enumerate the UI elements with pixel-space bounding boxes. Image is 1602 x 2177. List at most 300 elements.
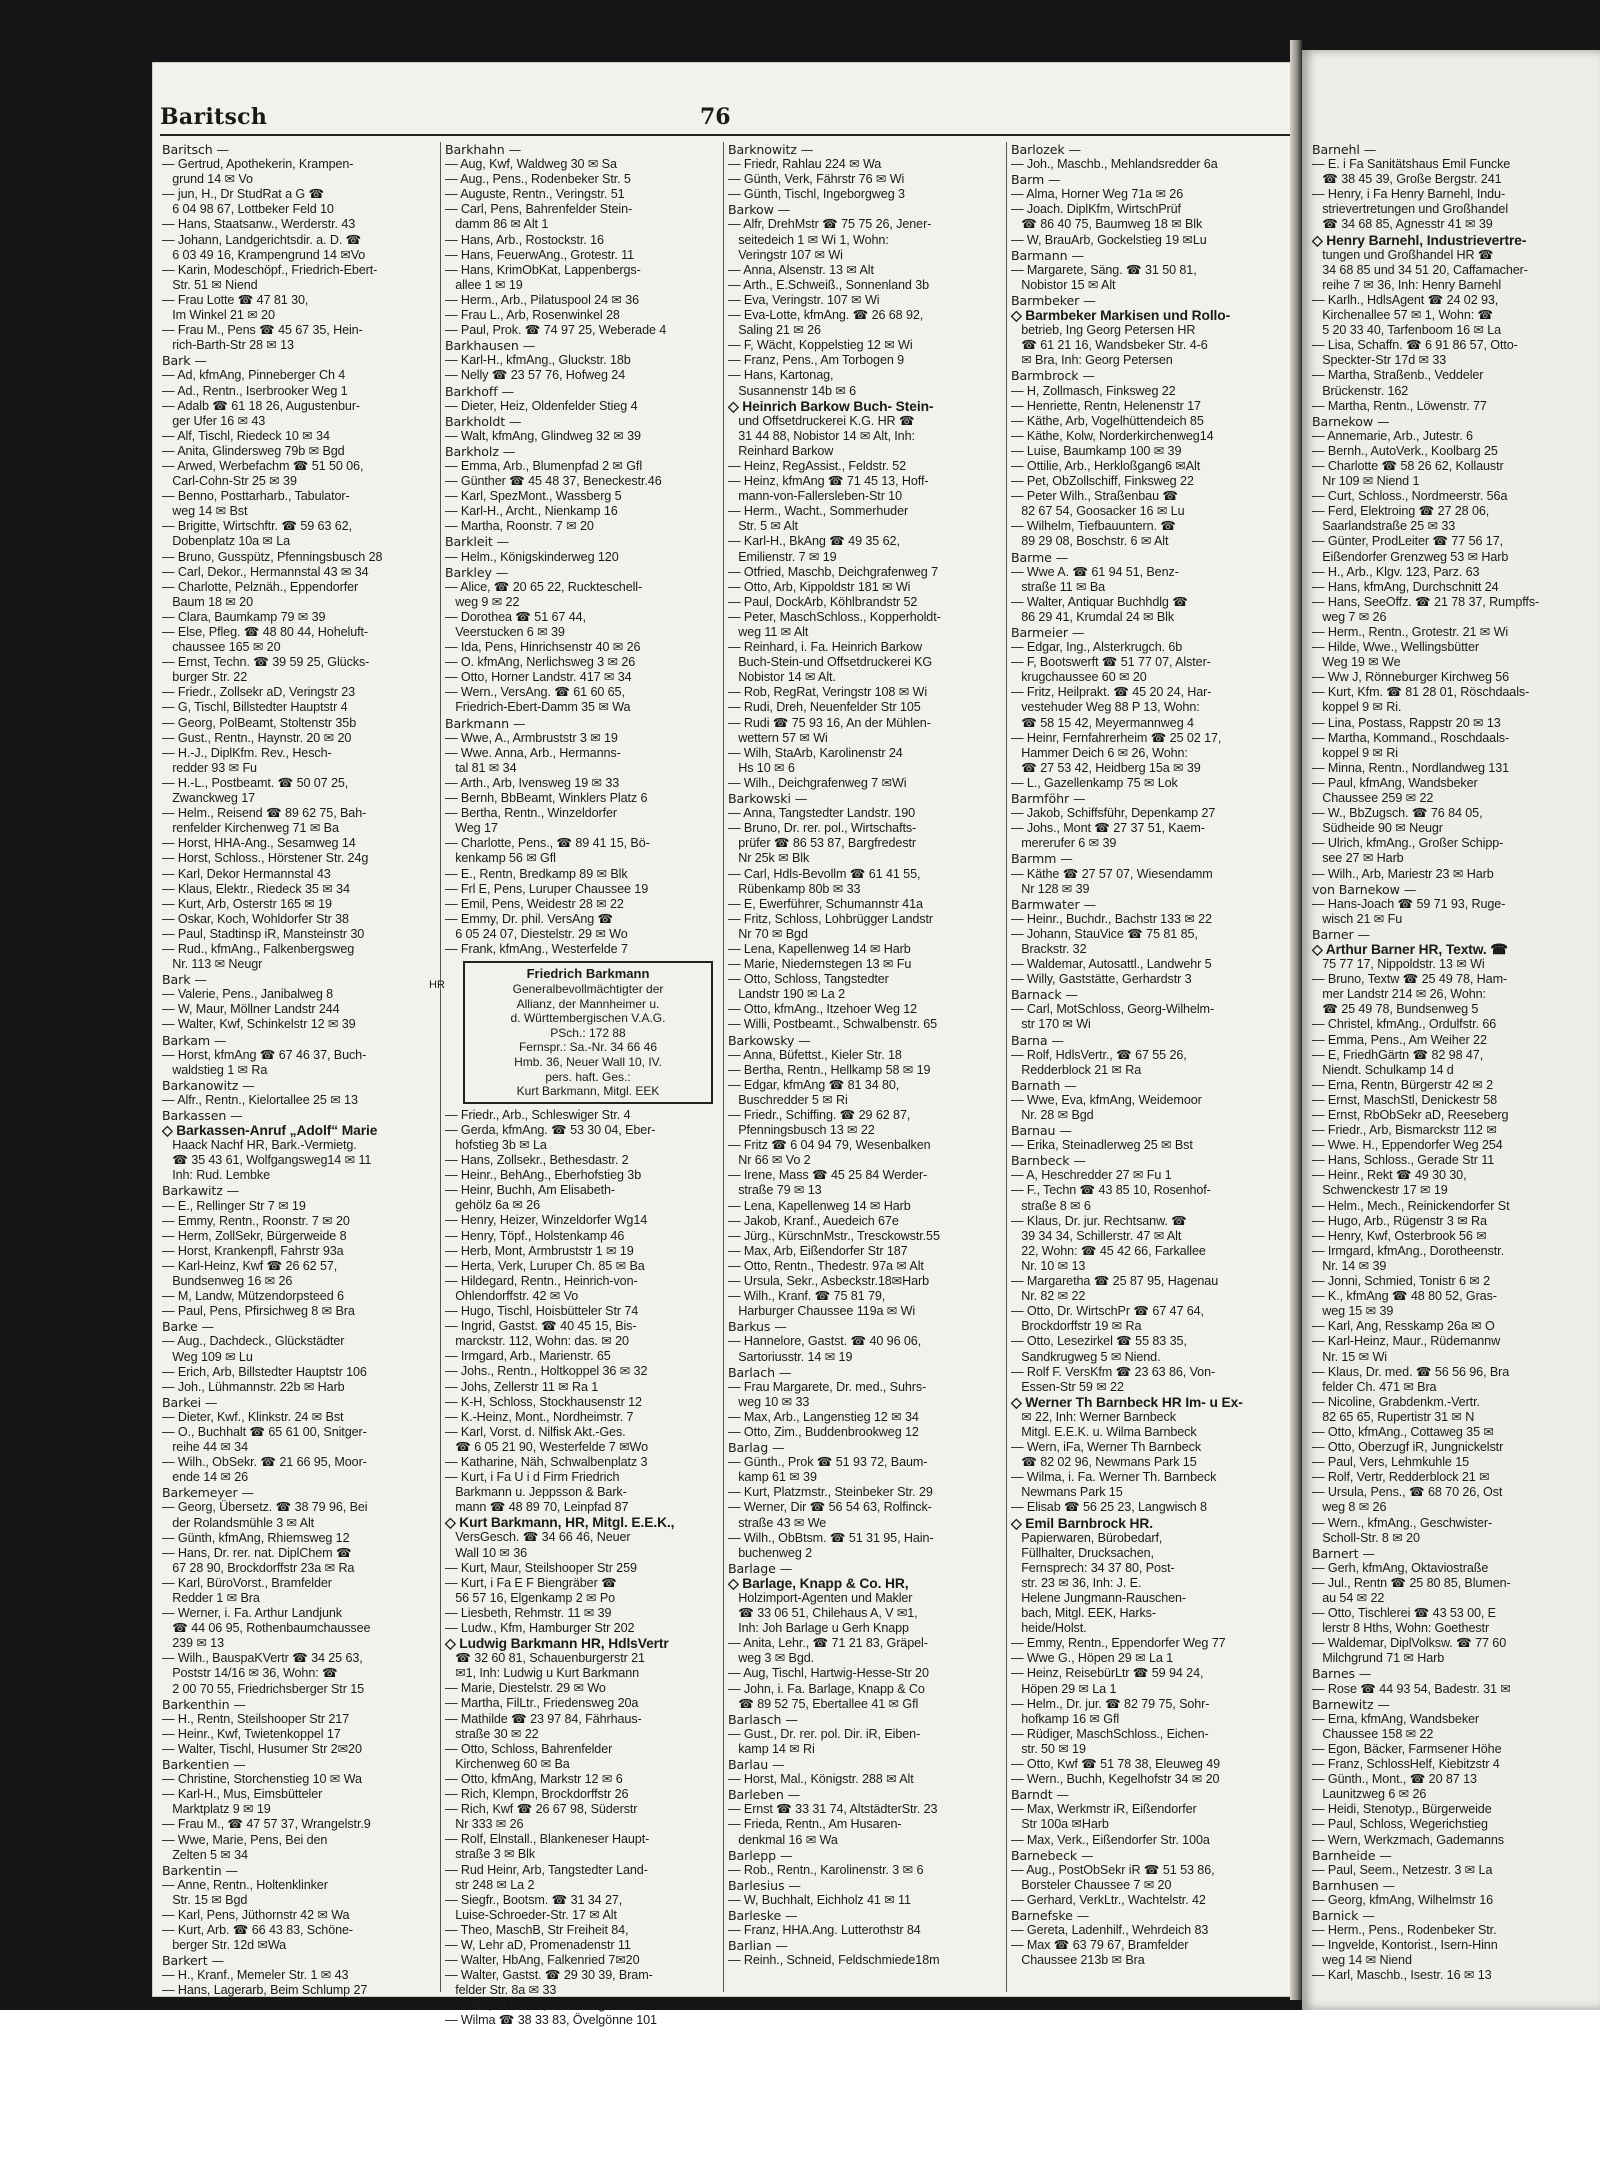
directory-entry: prüfer ☎ 86 53 87, Bargfredestr bbox=[728, 836, 917, 851]
surname-heading: Barner — bbox=[1312, 926, 1371, 942]
directory-entry: — Friedr., Schiffing. ☎ 29 62 87, bbox=[728, 1108, 911, 1122]
directory-entry: — Karl-Heinz, Maur., Rüdemannw bbox=[1312, 1334, 1501, 1349]
directory-entry: — Horst, Krankenpfl, Fahrstr 93a bbox=[162, 1243, 344, 1258]
surname-heading: Barkentin — bbox=[162, 1862, 239, 1878]
directory-entry: — O. kfmAng, Nerlichsweg 3 ✉ 26 bbox=[445, 655, 636, 670]
directory-entry: Sartoriusstr. 14 ✉ 19 bbox=[728, 1349, 853, 1364]
directory-entry: Harburger Chaussee 119a ✉ Wi bbox=[728, 1304, 916, 1319]
directory-entry: — Nicoline, Grabdenkm.-Vertr. bbox=[1312, 1394, 1480, 1409]
directory-entry: — Wilh., Schlacht, Schleswiger Str 4 bbox=[445, 1998, 646, 2013]
directory-entry: — Otto, kfmAng., Itzehoer Weg 12 bbox=[728, 1002, 918, 1017]
directory-entry: — Martha, FilLtr., Friedensweg 20a bbox=[445, 1696, 639, 1711]
directory-entry: — Ww J, Rönneburger Kirchweg 56 bbox=[1312, 670, 1510, 685]
directory-entry: — Anne, Rentn., Holtenklinker bbox=[162, 1877, 328, 1892]
directory-entry: — Gust., Rentn., Haynstr. 20 ✉ 20 bbox=[162, 730, 352, 745]
directory-entry: — Johs, Zellerstr 11 ✉ Ra 1 bbox=[445, 1379, 599, 1394]
directory-entry: — Anna, Tangstedter Landstr. 190 bbox=[728, 806, 916, 821]
advertisement-line: Fernspr.: Sa.-Nr. 34 66 46 bbox=[518, 1040, 658, 1055]
directory-entry: — Otfried, Maschb, Deichgrafenweg 7 bbox=[728, 564, 938, 579]
directory-entry: — Klaus, Dr. med. ☎ 56 56 96, Bra bbox=[1312, 1364, 1510, 1379]
directory-entry: — Luise, Baumkamp 100 ✉ 39 bbox=[1011, 443, 1182, 458]
directory-entry: denkmal 16 ✉ Wa bbox=[728, 1832, 838, 1847]
directory-entry: — Gerda, kfmAng. ☎ 53 30 04, Eber- bbox=[445, 1122, 656, 1137]
directory-entry: — Aug., Pens., Rodenbeker Str. 5 bbox=[445, 172, 631, 187]
directory-entry: — M, Landw, Mützendorpsteed 6 bbox=[162, 1289, 344, 1304]
directory-entry: Südheide 90 ✉ Neugr bbox=[1312, 821, 1443, 836]
business-listing: ◇ Barlage, Knapp & Co. HR, bbox=[728, 1575, 909, 1591]
directory-entry: — Rudi, Dreh, Neuenfelder Str 105 bbox=[728, 700, 921, 715]
directory-entry: — Martha, Rentn., Löwenstr. 77 bbox=[1312, 398, 1487, 413]
directory-entry: — Max, Verk., Eißendorfer Str. 100a bbox=[1011, 1832, 1210, 1847]
directory-entry: — Wern., kfmAng., Geschwister- bbox=[1312, 1515, 1493, 1530]
surname-heading: Barkhausen — bbox=[445, 338, 536, 354]
directory-entry: ger Ufer 16 ✉ 43 bbox=[162, 413, 266, 428]
surname-heading: Barkawitz — bbox=[162, 1183, 240, 1199]
surname-heading: Barlau — bbox=[728, 1757, 785, 1773]
directory-entry: der Rolandsmühle 3 ✉ Alt bbox=[162, 1515, 315, 1530]
directory-entry: ☎ 44 06 95, Rothenbaumchaussee bbox=[162, 1621, 371, 1636]
directory-entry: — Paul, DockArb, Köhlbrandstr 52 bbox=[728, 594, 918, 609]
surname-heading: Barlag — bbox=[728, 1440, 785, 1456]
directory-entry: — Charlotte, Pens., ☎ 89 41 15, Bö- bbox=[445, 836, 650, 851]
directory-entry: — Erna, Rentn, Bürgerstr 42 ✉ 2 bbox=[1312, 1077, 1494, 1092]
directory-entry: — Karl, Dekor Hermannstal 43 bbox=[162, 866, 331, 881]
directory-entry: — Gereta, Ladenhilf., Wehrdeich 83 bbox=[1011, 1923, 1209, 1938]
directory-entry: — Helm., Königskinderweg 120 bbox=[445, 549, 619, 564]
directory-entry: weg 9 ✉ 22 bbox=[445, 594, 520, 609]
directory-entry: Reinhard Barkow bbox=[728, 443, 834, 458]
directory-entry: — Heinr, Buchh, Am Elisabeth- bbox=[445, 1183, 615, 1198]
directory-entry: — Frank, kfmAng., Westerfelde 7 bbox=[445, 941, 628, 956]
directory-entry: — Frau M., Pens ☎ 45 67 35, Hein- bbox=[162, 323, 363, 338]
directory-entry: — Hans, Staatsanw., Werderstr. 43 bbox=[162, 217, 356, 232]
directory-entry: — Benno, Posttarharb., Tabulator- bbox=[162, 489, 350, 504]
directory-entry: Borsteler Chaussee 7 ✉ 20 bbox=[1011, 1877, 1172, 1892]
directory-entry: — Günter, ProdLeiter ☎ 77 56 17, bbox=[1312, 534, 1504, 549]
surname-heading: Barlian — bbox=[728, 1938, 788, 1954]
directory-entry: see 27 ✉ Harb bbox=[1312, 851, 1404, 866]
directory-entry: — Paul, Seem., Netzestr. 3 ✉ La bbox=[1312, 1862, 1493, 1877]
surname-heading: Barknowitz — bbox=[728, 142, 814, 157]
directory-entry: Chaussee 213b ✉ Bra bbox=[1011, 1953, 1145, 1968]
directory-entry: Kirchenallee 57 ✉ 1, Wohn: ☎ bbox=[1312, 308, 1494, 323]
directory-entry: — Ernst, RbObSekr aD, Reeseberg bbox=[1312, 1108, 1509, 1122]
surname-heading: Barlepp — bbox=[728, 1847, 793, 1863]
directory-entry: weg 10 ✉ 33 bbox=[728, 1394, 810, 1409]
directory-entry: Schwenckestr 17 ✉ 19 bbox=[1312, 1183, 1448, 1198]
directory-entry: Sandkrugweg 5 ✉ Niend. bbox=[1011, 1349, 1161, 1364]
directory-entry: Milchgrund 71 ✉ Harb bbox=[1312, 1651, 1445, 1666]
directory-entry: reihe 44 ✉ 34 bbox=[162, 1440, 248, 1455]
directory-entry: ✉ Bra, Inh: Georg Petersen bbox=[1011, 353, 1173, 368]
directory-entry: — Erika, Steinadlerweg 25 ✉ Bst bbox=[1011, 1138, 1193, 1153]
directory-entry: — Johs., Mont ☎ 27 37 51, Kaem- bbox=[1011, 821, 1205, 836]
directory-entry: — Heinr., BehAng., Eberhofstieg 3b bbox=[445, 1168, 642, 1183]
directory-entry: ☎ 6 05 21 90, Westerfelde 7 ✉Wo bbox=[445, 1439, 648, 1454]
directory-entry: — Hans, Schloss., Gerade Str 11 bbox=[1312, 1153, 1495, 1168]
directory-entry: — Horst, HHA-Ang., Sesamweg 14 bbox=[162, 836, 356, 851]
directory-entry: — Franz, HHA.Ang. Lutterothstr 84 bbox=[728, 1923, 921, 1938]
directory-entry: — Kurt, Arb, Osterstr 165 ✉ 19 bbox=[162, 896, 332, 911]
directory-entry: — Annemarie, Arb., Jutestr. 6 bbox=[1312, 428, 1473, 443]
directory-entry: — Wilhelm, Tiefbauuntern. ☎ bbox=[1011, 519, 1176, 534]
directory-entry: — Bertha, Rentn., Hellkamp 58 ✉ 19 bbox=[728, 1062, 931, 1077]
directory-entry: — Herb, Mont, Armbruststr 1 ✉ 19 bbox=[445, 1243, 634, 1258]
directory-entry: Nobistor 14 ✉ Alt. bbox=[728, 670, 836, 685]
directory-entry: Luise-Schroeder-Str. 17 ✉ Alt bbox=[445, 1907, 617, 1922]
directory-entry: — Walter, Tischl, Husumer Str 2✉20 bbox=[162, 1741, 362, 1756]
directory-entry: wettern 57 ✉ Wi bbox=[728, 730, 828, 745]
directory-entry: — Charlotte, Pelznäh., Eppendorfer bbox=[162, 579, 359, 594]
directory-entry: — Otto, Lesezirkel ☎ 55 83 35, bbox=[1011, 1334, 1187, 1349]
directory-entry: — Mathilde ☎ 23 97 84, Fährhaus- bbox=[445, 1711, 642, 1726]
directory-entry: — Wilma ☎ 38 33 83, Övelgönne 101 bbox=[445, 2013, 657, 2028]
directory-entry: Nr 70 ✉ Bgd bbox=[728, 926, 808, 941]
directory-entry: — Ursula, Pens., ☎ 68 70 26, Ost bbox=[1312, 1485, 1503, 1500]
directory-entry: — Otto, Schloss, Bahrenfelder bbox=[445, 1741, 613, 1756]
directory-entry: straße 8 ✉ 6 bbox=[1011, 1198, 1091, 1213]
directory-entry: — Adalb ☎ 61 18 26, Augustenbur- bbox=[162, 398, 361, 413]
directory-entry: — Fritz, Heilprakt. ☎ 45 20 24, Har- bbox=[1011, 685, 1212, 700]
surname-heading: Barnack — bbox=[1011, 987, 1078, 1003]
directory-entry: — Johann, StauVice ☎ 75 81 85, bbox=[1011, 926, 1198, 941]
directory-entry: — Max, Werkmstr iR, Eißendorfer bbox=[1011, 1802, 1197, 1817]
directory-entry: — Pet, ObZollschiff, Finksweg 22 bbox=[1011, 474, 1194, 489]
directory-entry: — Hans, FeuerwAng., Grotestr. 11 bbox=[445, 247, 635, 262]
directory-entry: Nr 66 ✉ Vo 2 bbox=[728, 1153, 811, 1168]
directory-entry: — Wern., VersAng. ☎ 61 60 65, bbox=[445, 685, 625, 700]
directory-entry: — Dorothea ☎ 51 67 44, bbox=[445, 609, 586, 624]
directory-entry: — Emmy, Rentn., Roonstr. 7 ✉ 20 bbox=[162, 1213, 350, 1228]
directory-entry: straße 11 ✉ Ba bbox=[1011, 579, 1106, 594]
directory-entry: — Helm., Dr. jur. ☎ 82 79 75, Sohr- bbox=[1011, 1696, 1210, 1711]
surname-heading: Barkenthin — bbox=[162, 1696, 246, 1712]
directory-entry: ☎ 38 45 39, Große Bergstr. 241 bbox=[1312, 172, 1502, 187]
directory-entry: 67 28 90, Brockdorffstr 23a ✉ Ra bbox=[162, 1560, 355, 1575]
directory-entry: — E., Rentn, Bredkamp 89 ✉ Blk bbox=[445, 866, 628, 881]
directory-entry: ✉1, Inh: Ludwig u Kurt Barkmann bbox=[445, 1666, 640, 1681]
directory-entry: — Rolf, HdlsVertr., ☎ 67 55 26, bbox=[1011, 1047, 1187, 1062]
directory-entry: Eißendorfer Grenzweg 53 ✉ Harb bbox=[1312, 549, 1509, 564]
directory-entry: — John, i. Fa. Barlage, Knapp & Co bbox=[728, 1681, 925, 1696]
column-3 bbox=[724, 142, 1007, 1992]
directory-entry: str. 23 ✉ 36, Inh: J. E. bbox=[1011, 1575, 1142, 1590]
directory-entry: Barkmann u. Jeppsson & Bark- bbox=[445, 1485, 627, 1500]
directory-entry: — Nelly ☎ 23 57 76, Hofweg 24 bbox=[445, 368, 626, 383]
directory-entry: Brackstr. 32 bbox=[1011, 941, 1087, 956]
directory-entry: — Karl-H., Mus, Eimsbütteler bbox=[162, 1787, 323, 1802]
directory-entry: — Reinh., Schneid, Feldschmiede18m bbox=[728, 1953, 940, 1968]
directory-entry: — Günther ☎ 45 48 37, Beneckestr.46 bbox=[445, 474, 662, 489]
directory-entry: — Lina, Postass, Rappstr 20 ✉ 13 bbox=[1312, 715, 1501, 730]
surname-heading: Barkmann — bbox=[445, 715, 526, 731]
directory-entry: marckstr. 112, Wohn: das. ✉ 20 bbox=[445, 1334, 629, 1349]
directory-entry: — W, BrauArb, Gockelstieg 19 ✉Lu bbox=[1011, 232, 1207, 247]
directory-entry: — Arth., E.Schweiß., Sonnenland 3b bbox=[728, 277, 930, 292]
directory-entry: — Edgar, Ing., Alsterkrugch. 6b bbox=[1011, 640, 1183, 655]
directory-entry: kenkamp 56 ✉ Gfl bbox=[445, 851, 556, 866]
directory-entry: — Ingvelde, Kontorist., Isern-Hinn bbox=[1312, 1938, 1498, 1953]
directory-entry: felder Str. 8a ✉ 33 bbox=[445, 1983, 557, 1998]
directory-entry: — Rich, Klempn, Brockdorffstr 26 bbox=[445, 1787, 629, 1802]
directory-entry: — Gust., Dr. rer. pol. Dir. iR, Eiben- bbox=[728, 1726, 921, 1741]
directory-entry: — Friedr., Arb., Schleswiger Str. 4 bbox=[445, 1107, 631, 1122]
directory-entry: — Aug., PostObSekr iR ☎ 51 53 86, bbox=[1011, 1862, 1215, 1877]
directory-entry: — Emma, Arb., Blumenpfad 2 ✉ Gfl bbox=[445, 458, 643, 473]
directory-entry: grund 14 ✉ Vo bbox=[162, 172, 253, 187]
directory-entry: vestehuder Weg 88 P 13, Wohn: bbox=[1011, 700, 1200, 715]
directory-entry: Füllhalter, Drucksachen, bbox=[1011, 1545, 1154, 1560]
directory-entry: Haack Nachf HR, Bark.-Vermietg. bbox=[162, 1138, 357, 1153]
directory-entry: betrieb, Ing Georg Petersen HR bbox=[1011, 323, 1196, 338]
directory-entry: krugchaussee 60 ✉ 20 bbox=[1011, 670, 1147, 685]
directory-entry: — Heinz, RegAssist., Feldstr. 52 bbox=[728, 458, 907, 473]
directory-entry: — Wern, Werkzmach, Gademanns bbox=[1312, 1832, 1505, 1847]
directory-entry: — Peter, MaschSchloss., Kopperholdt- bbox=[728, 609, 941, 624]
directory-entry: 86 29 41, Krumdal 24 ✉ Blk bbox=[1011, 609, 1175, 624]
directory-entry: — Karl-H., BkAng ☎ 49 35 62, bbox=[728, 534, 900, 549]
directory-entry: — H., Rentn, Steilshooper Str 217 bbox=[162, 1711, 350, 1726]
adjacent-page-column bbox=[1312, 142, 1602, 2002]
directory-entry: 82 65 65, Rupertistr 31 ✉ N bbox=[1312, 1409, 1475, 1424]
directory-entry: hofkamp 16 ✉ Gfl bbox=[1011, 1711, 1120, 1726]
directory-entry: — F., Techn ☎ 43 85 10, Rosenhof- bbox=[1011, 1183, 1211, 1198]
directory-entry: — Emma, Pens., Am Weiher 22 bbox=[1312, 1032, 1487, 1047]
directory-entry: heide/Holst. bbox=[1011, 1621, 1087, 1636]
directory-entry: — Hans, kfmAng, Durchschnitt 24 bbox=[1312, 579, 1499, 594]
surname-heading: Barnath — bbox=[1011, 1077, 1077, 1093]
directory-entry: — Margaretha ☎ 25 87 95, Hagenau bbox=[1011, 1274, 1219, 1289]
directory-entry: — H., Kranf., Memeler Str. 1 ✉ 43 bbox=[162, 1968, 349, 1983]
directory-entry: Marktplatz 9 ✉ 19 bbox=[162, 1802, 271, 1817]
directory-entry: bach, Mitgl. EEK, Harks- bbox=[1011, 1606, 1156, 1621]
directory-entry: wisch 21 ✉ Fu bbox=[1312, 911, 1403, 926]
directory-entry: — Martha, Straßenb., Veddeler bbox=[1312, 368, 1484, 383]
directory-entry: str. 50 ✉ 19 bbox=[1011, 1741, 1086, 1756]
surname-heading: Barkholz — bbox=[445, 443, 516, 459]
business-listing: ◇ Barkassen-Anruf „Adolf“ Marie bbox=[162, 1123, 378, 1139]
directory-entry: — Rolf, Vertr, Redderblock 21 ✉ bbox=[1312, 1470, 1490, 1485]
directory-entry: ☎ 86 40 75, Baumweg 18 ✉ Blk bbox=[1011, 217, 1203, 232]
directory-entry: — Hannelore, Gastst. ☎ 40 96 06, bbox=[728, 1334, 922, 1349]
surname-heading: Barkleit — bbox=[445, 534, 510, 550]
directory-entry: 22, Wohn: ☎ 45 42 66, Farkallee bbox=[1011, 1243, 1206, 1258]
surname-heading: Barkassen — bbox=[162, 1108, 243, 1123]
directory-entry: straße 3 ✉ Blk bbox=[445, 1847, 536, 1862]
surname-heading: Bark — bbox=[162, 353, 207, 369]
directory-columns bbox=[158, 142, 1292, 2028]
directory-entry: — Willi, Postbeamt., Schwalbenstr. 65 bbox=[728, 1017, 938, 1032]
directory-entry: — Karl-H., Archt., Nienkamp 16 bbox=[445, 504, 618, 519]
directory-entry: — Lena, Kapellenweg 14 ✉ Harb bbox=[728, 1198, 911, 1213]
directory-entry: — Otto, Arb, Kippoldstr 181 ✉ Wi bbox=[728, 579, 911, 594]
directory-entry: — Herm., Wacht., Sommerhuder bbox=[728, 504, 909, 519]
directory-entry: — Rud., kfmAng., Falkenbergsweg bbox=[162, 941, 355, 956]
surname-heading: Barleben — bbox=[728, 1787, 801, 1803]
directory-entry: — Jürg., KürschnMstr., Tresckowstr.55 bbox=[728, 1228, 940, 1243]
directory-entry: — Aug, Tischl, Hartwig-Hesse-Str 20 bbox=[728, 1666, 929, 1681]
directory-entry: Papierwaren, Bürobedarf, bbox=[1011, 1530, 1163, 1545]
directory-entry: — Karl, Vorst. d. Nilfisk Akt.-Ges. bbox=[445, 1424, 626, 1439]
surname-heading: von Barnekow — bbox=[1312, 881, 1417, 897]
directory-entry: burger Str. 22 bbox=[162, 670, 248, 685]
directory-entry: — Irmgard, kfmAng., Dorotheenstr. bbox=[1312, 1243, 1504, 1258]
directory-entry: weg 8 ✉ 26 bbox=[1312, 1500, 1387, 1515]
surname-heading: Barkhoff — bbox=[445, 383, 514, 399]
advertisement-line: d. Württembergischen V.A.G. bbox=[510, 1011, 666, 1026]
surname-heading: Barnewitz — bbox=[1312, 1696, 1390, 1712]
surname-heading: Barkley — bbox=[445, 564, 509, 580]
directory-entry: — Karl-Heinz, Kwf ☎ 26 62 57, bbox=[162, 1258, 338, 1273]
directory-entry: — Edgar, kfmAng ☎ 81 34 80, bbox=[728, 1077, 900, 1092]
advertisement-line: Hmb. 36, Neuer Wall 10, IV. bbox=[514, 1055, 662, 1070]
directory-entry: — Katharine, Näh, Schwalbenplatz 3 bbox=[445, 1454, 648, 1469]
directory-entry: — Fritz ☎ 6 04 94 79, Wesenbalken bbox=[728, 1138, 931, 1153]
directory-entry: — Horst, Schloss., Hörstener Str. 24g bbox=[162, 851, 369, 866]
directory-entry: gehölz 6a ✉ 26 bbox=[445, 1198, 540, 1213]
directory-entry: tungen und Großhandel HR ☎ bbox=[1312, 247, 1494, 262]
surname-heading: Barnekow — bbox=[1312, 413, 1390, 429]
directory-entry: damm 86 ✉ Alt 1 bbox=[445, 217, 549, 232]
directory-entry: — Anita, Lehr., ☎ 71 21 83, Gräpel- bbox=[728, 1636, 928, 1651]
directory-entry: — Gerh, kfmAng, Oktaviostraße bbox=[1312, 1560, 1489, 1575]
directory-entry: — Kurt, i Fa U i d Firm Friedrich bbox=[445, 1470, 620, 1485]
surname-heading: Barna — bbox=[1011, 1032, 1064, 1048]
directory-entry: — Hans, KrimObKat, Lappenbergs- bbox=[445, 262, 641, 277]
directory-entry: — Bertha, Rentn., Winzeldorfer bbox=[445, 806, 617, 821]
directory-entry: — Karl, Pens, Jüthornstr 42 ✉ Wa bbox=[162, 1907, 350, 1922]
directory-entry: — Elisab ☎ 56 25 23, Langwisch 8 bbox=[1011, 1500, 1207, 1515]
directory-entry: — W, Lehr aD, Promenadenstr 11 bbox=[445, 1937, 631, 1952]
directory-entry: — Rudi ☎ 75 93 16, An der Mühlen- bbox=[728, 715, 931, 730]
directory-entry: — W, Maur, Möllner Landstr 244 bbox=[162, 1002, 340, 1017]
directory-entry: chaussee 165 ✉ 20 bbox=[162, 640, 281, 655]
directory-entry: — Werner, i. Fa. Arthur Landjunk bbox=[162, 1606, 342, 1621]
directory-entry: — Bruno, Gusspütz, Pfenningsbusch 28 bbox=[162, 549, 383, 564]
directory-entry: weg 14 ✉ Niend bbox=[1312, 1953, 1412, 1968]
directory-entry: weg 14 ✉ Bst bbox=[162, 504, 248, 519]
directory-entry: — Theo, MaschB, Str Freiheit 84, bbox=[445, 1922, 629, 1937]
directory-entry: ende 14 ✉ 26 bbox=[162, 1470, 249, 1485]
directory-entry: VersGesch. ☎ 34 66 46, Neuer bbox=[445, 1530, 631, 1545]
directory-entry: — Johann, Landgerichtsdir. a. D. ☎ bbox=[162, 232, 362, 247]
directory-entry: kamp 61 ✉ 39 bbox=[728, 1470, 817, 1485]
directory-entry: — F, Bootswerft ☎ 51 77 07, Alster- bbox=[1011, 655, 1211, 670]
directory-entry: Buschredder 5 ✉ Ri bbox=[728, 1092, 848, 1107]
directory-entry: — Paul, kfmAng, Wandsbeker bbox=[1312, 775, 1478, 790]
surname-heading: Barmann — bbox=[1011, 247, 1084, 263]
directory-entry: buchenweg 2 bbox=[728, 1545, 813, 1560]
surname-heading: Barkemeyer — bbox=[162, 1485, 254, 1501]
surname-heading: Barnes — bbox=[1312, 1666, 1372, 1682]
directory-entry: — Hans, Arb., Rostockstr. 16 bbox=[445, 232, 604, 247]
directory-entry: 89 29 08, Boschstr. 6 ✉ Alt bbox=[1011, 534, 1169, 549]
directory-entry: — Marie, Diestelstr. 29 ✉ Wo bbox=[445, 1681, 606, 1696]
directory-entry: und Offsetdruckerei K.G. HR ☎ bbox=[728, 413, 915, 428]
directory-entry: Mitgl. E.E.K. u. Wilma Barnbeck bbox=[1011, 1424, 1197, 1439]
directory-entry: str 170 ✉ Wi bbox=[1011, 1017, 1091, 1032]
directory-entry: — Kurt, Platzmstr., Steinbeker Str. 29 bbox=[728, 1485, 933, 1500]
directory-entry: — Ursula, Sekr., Asbeckstr.18✉Harb bbox=[728, 1274, 930, 1289]
business-listing: ◇ Werner Th Barnbeck HR Im- u Ex- bbox=[1011, 1394, 1243, 1410]
directory-entry: — Hugo, Tischl, Hoisbütteler Str 74 bbox=[445, 1304, 639, 1319]
directory-entry: — Eva, Veringstr. 107 ✉ Wi bbox=[728, 292, 880, 307]
surname-heading: Barnert — bbox=[1312, 1545, 1375, 1561]
advertisement-wrapper bbox=[429, 961, 719, 1104]
directory-entry: — Heinr., Rekt ☎ 49 30 30, bbox=[1312, 1168, 1467, 1183]
directory-entry: — Carl, Pens, Bahrenfelder Stein- bbox=[445, 202, 633, 217]
directory-entry: weg 15 ✉ 39 bbox=[1312, 1304, 1394, 1319]
column-4 bbox=[1007, 142, 1290, 1992]
directory-entry: — Georg, Übersetz. ☎ 38 79 96, Bei bbox=[162, 1500, 368, 1515]
directory-entry: — Valerie, Pens., Janibalweg 8 bbox=[162, 987, 334, 1002]
directory-entry: — Waldemar, DiplVolksw. ☎ 77 60 bbox=[1312, 1636, 1507, 1651]
directory-entry: koppel 9 ✉ Ri bbox=[1312, 745, 1398, 760]
directory-entry: — Wwe. Anna, Arb., Hermanns- bbox=[445, 745, 621, 760]
directory-entry: — Arth., Arb, Ivensweg 19 ✉ 33 bbox=[445, 775, 620, 790]
directory-entry: — Siegfr., Bootsm. ☎ 31 34 27, bbox=[445, 1892, 623, 1907]
advertisement-line: PSch.: 172 88 bbox=[550, 1025, 626, 1040]
business-listing: ◇ Barmbeker Markisen und Rollo- bbox=[1011, 308, 1231, 324]
directory-entry: — Paul, Pens, Pfirsichweg 8 ✉ Bra bbox=[162, 1304, 355, 1319]
directory-entry: — K.-Heinz, Mont., Nordheimstr. 7 bbox=[445, 1409, 634, 1424]
directory-entry: — Reinhard, i. Fa. Heinrich Barkow bbox=[728, 640, 922, 655]
directory-entry: Emilienstr. 7 ✉ 19 bbox=[728, 549, 837, 564]
directory-entry: — Karl, Ang, Resskamp 26a ✉ O bbox=[1312, 1319, 1495, 1334]
directory-entry: — Wilh., Arb, Mariestr 23 ✉ Harb bbox=[1312, 866, 1494, 881]
directory-entry: — Gerhard, VerkLtr., Wachtelstr. 42 bbox=[1011, 1892, 1206, 1907]
directory-entry: — Jul., Rentn ☎ 25 80 85, Blumen- bbox=[1312, 1575, 1511, 1590]
directory-entry: lerstr 8 Hths, Wohn: Goethestr bbox=[1312, 1621, 1490, 1636]
directory-entry: — Heidi, Stenotyp., Bürgerweide bbox=[1312, 1802, 1492, 1817]
directory-entry: — Hans, Kartonag, bbox=[728, 368, 834, 383]
directory-entry: Baum 18 ✉ 20 bbox=[162, 594, 253, 609]
directory-entry: — Joach. DiplKfm, WirtschPrüf bbox=[1011, 202, 1181, 217]
surname-heading: Baritsch — bbox=[162, 142, 230, 157]
directory-entry: — Wilh., Kranf. ☎ 75 81 79, bbox=[728, 1289, 886, 1304]
surname-heading: Barkanowitz — bbox=[162, 1077, 255, 1093]
directory-entry: — Frau M., ☎ 47 57 37, Wrangelstr.9 bbox=[162, 1817, 371, 1832]
surname-heading: Barnau — bbox=[1011, 1123, 1072, 1139]
business-listing: ◇ Kurt Barkmann, HR, Mitgl. E.E.K., bbox=[445, 1515, 675, 1531]
surname-heading: Barnefske — bbox=[1011, 1907, 1090, 1923]
directory-entry: — K-H, Schloss, Stockhausenstr 12 bbox=[445, 1394, 642, 1409]
directory-entry: Poststr 14/16 ✉ 36, Wohn: ☎ bbox=[162, 1666, 338, 1681]
directory-entry: — Willy, Gaststätte, Gerhardstr 3 bbox=[1011, 972, 1192, 987]
surname-heading: Barmföhr — bbox=[1011, 791, 1086, 807]
directory-entry: 239 ✉ 13 bbox=[162, 1636, 224, 1651]
directory-entry: — Oskar, Koch, Wohldorfer Str 38 bbox=[162, 911, 349, 926]
directory-entry: weg 11 ✉ Alt bbox=[728, 625, 809, 639]
directory-entry: — Carl, Hdls-Bevollm ☎ 61 41 55, bbox=[728, 866, 921, 881]
surname-heading: Barlage — bbox=[728, 1560, 793, 1576]
directory-entry: — Friedr, Rahlau 224 ✉ Wa bbox=[728, 157, 882, 172]
directory-entry: ☎ 89 52 75, Ebertallee 41 ✉ Gfl bbox=[728, 1696, 919, 1711]
surname-heading: Barmbeker — bbox=[1011, 292, 1096, 308]
directory-entry: — Walter, Gastst. ☎ 29 30 39, Bram- bbox=[445, 1968, 653, 1983]
directory-entry: — Wilh, StaArb, Karolinenstr 24 bbox=[728, 745, 903, 760]
directory-entry: — Bernh, BbBeamt, Winklers Platz 6 bbox=[445, 791, 648, 806]
directory-entry: — Otto, Rentn., Thedestr. 97a ✉ Alt bbox=[728, 1258, 924, 1273]
directory-entry: — Paul, Prok. ☎ 74 97 25, Weberade 4 bbox=[445, 323, 667, 338]
directory-entry: Zelten 5 ✉ 34 bbox=[162, 1847, 248, 1862]
directory-entry: — Ottilie, Arb., Herkloßgang6 ✉Alt bbox=[1011, 458, 1201, 473]
directory-entry: — Georg, PolBeamt, Stoltenstr 35b bbox=[162, 715, 357, 730]
directory-entry: — Klaus, Dr. jur. Rechtsanw. ☎ bbox=[1011, 1213, 1187, 1228]
directory-entry: tal 81 ✉ 34 bbox=[445, 760, 517, 775]
directory-entry: — Carl, Dekor., Hermannstal 43 ✉ 34 bbox=[162, 564, 369, 579]
directory-entry: 39 34 34, Schillerstr. 47 ✉ Alt bbox=[1011, 1228, 1182, 1243]
